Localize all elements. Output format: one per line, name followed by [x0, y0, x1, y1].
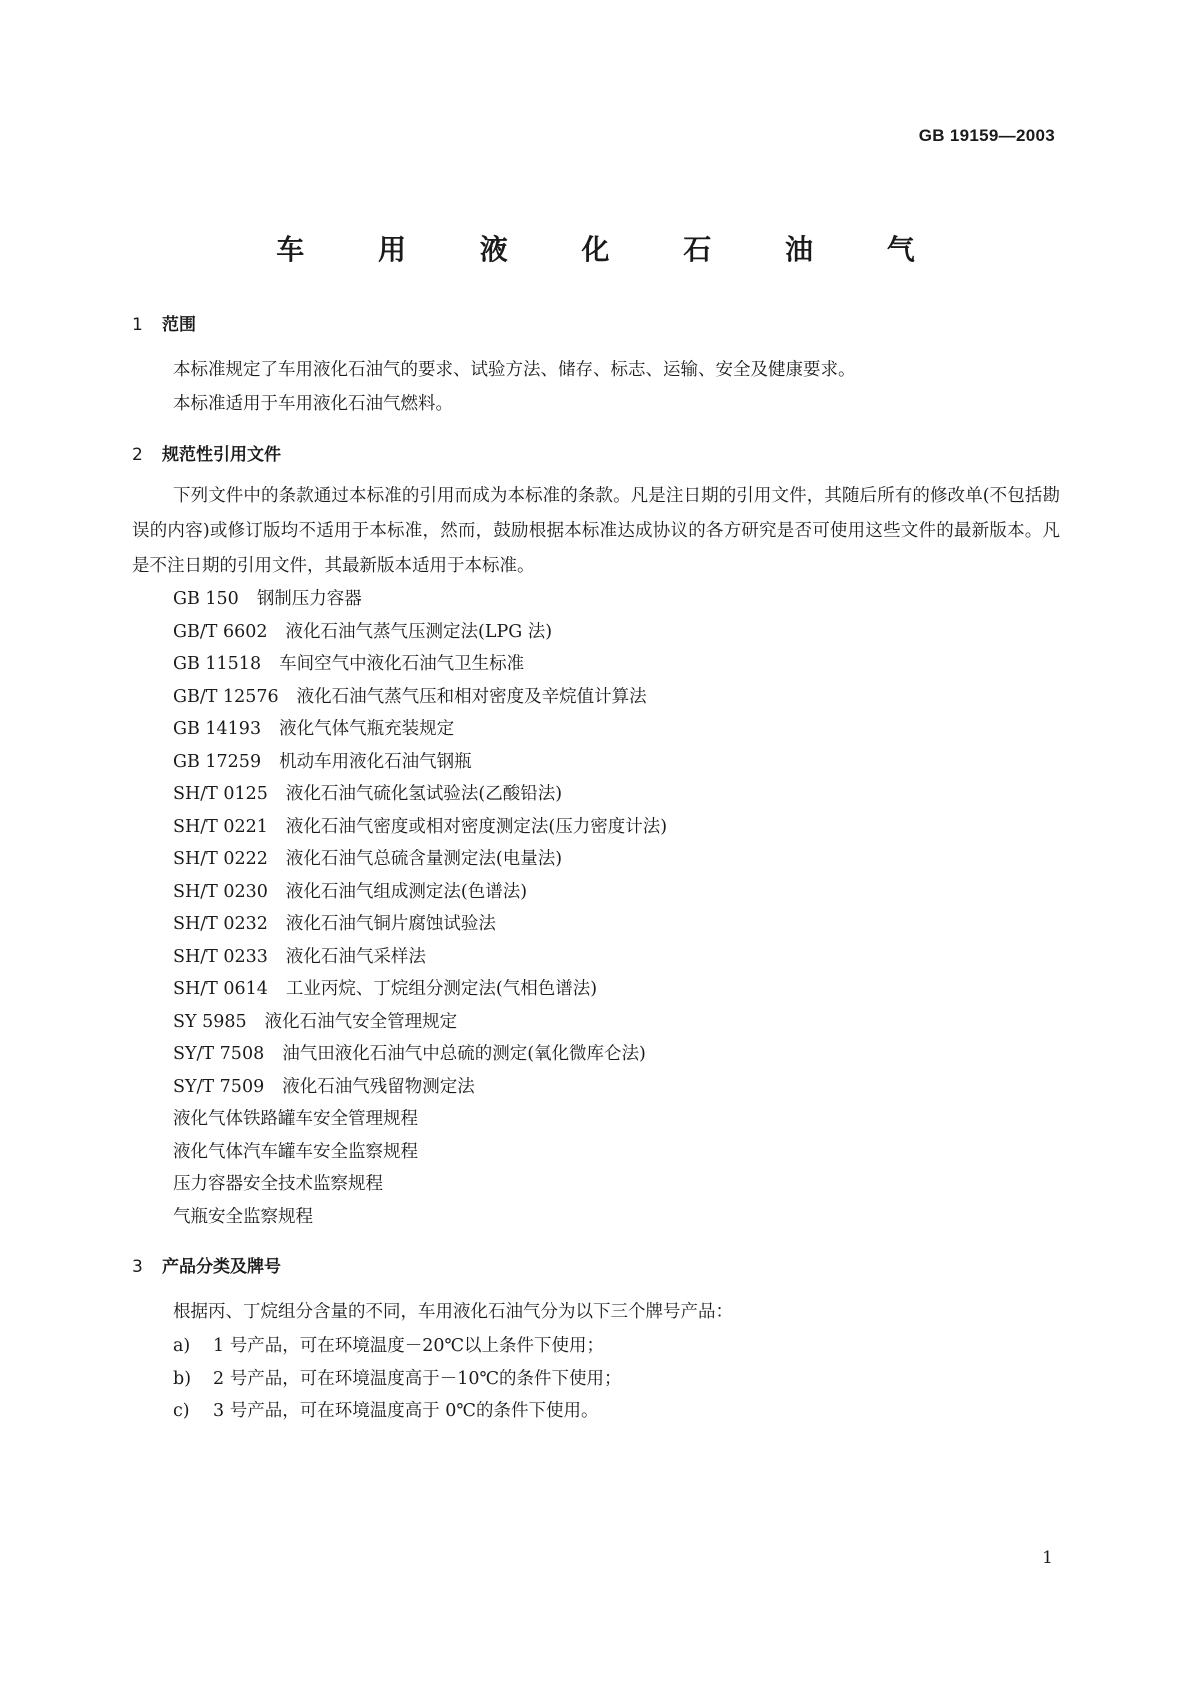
reference-code: SY 5985 — [173, 1012, 247, 1032]
list-marker: a) — [173, 1336, 191, 1356]
reference-name: 油气田液化石油气中总硫的测定(氧化微库仑法) — [282, 1044, 646, 1064]
list-marker: c) — [173, 1401, 190, 1421]
scope-paragraph-2: 本标准适用于车用液化石油气燃料。 — [173, 394, 453, 414]
reference-item — [173, 748, 472, 773]
reference-name: 钢制压力容器 — [256, 589, 362, 609]
reference-name: 液化石油气安全管理规定 — [264, 1012, 458, 1032]
reference-item — [173, 975, 597, 1000]
reference-code: SH/T 0125 — [173, 784, 268, 804]
reference-name: 液化石油气硫化氢试验法(乙酸铅法) — [285, 784, 563, 804]
reference-name: 液化石油气蒸气压测定法(LPG 法) — [285, 622, 553, 642]
reference-name: 液化石油气密度或相对密度测定法(压力密度计法) — [285, 817, 668, 837]
list-text: 2 号产品，可在环境温度高于－10℃的条件下使用； — [213, 1369, 622, 1389]
reference-name: 液化石油气组成测定法(色谱法) — [285, 882, 528, 902]
reference-code: SH/T 0614 — [173, 979, 268, 999]
reference-item — [173, 1138, 418, 1163]
reference-item — [173, 1040, 646, 1065]
standard-code: GB 19159—2003 — [918, 126, 1055, 145]
reference-item — [173, 910, 496, 935]
reference-name: 工业丙烷、丁烷组分测定法(气相色谱法) — [285, 979, 598, 999]
section-title: 范围 — [162, 315, 196, 335]
reference-code: GB 17259 — [173, 752, 262, 772]
document-title: 车 用 液 化 石 油 气 — [276, 233, 947, 266]
reference-item — [173, 1105, 418, 1130]
reference-item — [173, 585, 362, 610]
list-text: 3 号产品，可在环境温度高于 0℃的条件下使用。 — [213, 1401, 599, 1421]
reference-item — [173, 1008, 457, 1033]
list-item — [173, 1332, 604, 1357]
reference-name: 液化气体汽车罐车安全监察规程 — [173, 1142, 418, 1162]
reference-item — [173, 618, 552, 643]
reference-item — [173, 650, 524, 675]
reference-item — [173, 715, 454, 740]
reference-name: 气瓶安全监察规程 — [173, 1207, 313, 1227]
section-number: 2 — [132, 445, 143, 465]
reference-code: GB/T 12576 — [173, 687, 279, 707]
reference-item — [173, 683, 647, 708]
reference-name: 液化气体铁路罐车安全管理规程 — [173, 1109, 418, 1129]
reference-code: GB/T 6602 — [173, 622, 268, 642]
list-marker: b) — [173, 1369, 192, 1389]
reference-code: SY/T 7509 — [173, 1077, 265, 1097]
reference-name: 液化石油气蒸气压和相对密度及辛烷值计算法 — [296, 687, 647, 707]
page-number: 1 — [1042, 1548, 1053, 1568]
reference-code: SH/T 0221 — [173, 817, 268, 837]
section-heading-normative-refs — [132, 440, 281, 465]
reference-name: 机动车用液化石油气钢瓶 — [279, 752, 472, 772]
section-title: 产品分类及牌号 — [162, 1257, 281, 1277]
list-text: 1 号产品，可在环境温度－20℃以上条件下使用； — [213, 1336, 605, 1356]
section-heading-scope — [132, 310, 196, 335]
reference-name: 液化石油气残留物测定法 — [282, 1077, 475, 1097]
section-heading-classification — [132, 1252, 281, 1277]
reference-item — [173, 943, 426, 968]
reference-code: GB 150 — [173, 589, 239, 609]
list-item — [173, 1397, 598, 1422]
reference-code: GB 14193 — [173, 719, 262, 739]
reference-item — [173, 1170, 383, 1195]
scope-paragraph-1: 本标准规定了车用液化石油气的要求、试验方法、储存、标志、运输、安全及健康要求。 — [173, 360, 856, 380]
reference-name: 液化石油气采样法 — [285, 947, 426, 967]
reference-item — [173, 1203, 313, 1228]
reference-code: SH/T 0233 — [173, 947, 268, 967]
section-number: 3 — [132, 1257, 143, 1277]
reference-code: SH/T 0230 — [173, 882, 268, 902]
reference-name: 车间空气中液化石油气卫生标准 — [279, 654, 525, 674]
classification-intro: 根据丙、丁烷组分含量的不同，车用液化石油气分为以下三个牌号产品： — [173, 1302, 733, 1322]
reference-code: SH/T 0232 — [173, 914, 268, 934]
reference-code: SH/T 0222 — [173, 849, 268, 869]
reference-name: 压力容器安全技术监察规程 — [173, 1174, 383, 1194]
reference-item — [173, 780, 562, 805]
reference-code: SY/T 7508 — [173, 1044, 265, 1064]
reference-name: 液化石油气铜片腐蚀试验法 — [285, 914, 496, 934]
reference-item — [173, 878, 527, 903]
section-title: 规范性引用文件 — [162, 445, 281, 465]
reference-item — [173, 1073, 475, 1098]
reference-name: 液化石油气总硫含量测定法(电量法) — [285, 849, 563, 869]
list-item — [173, 1365, 622, 1390]
section-number: 1 — [132, 315, 143, 335]
reference-item — [173, 845, 562, 870]
reference-name: 液化气体气瓶充装规定 — [279, 719, 455, 739]
reference-code: GB 11518 — [173, 654, 262, 674]
reference-item — [173, 813, 667, 838]
normative-refs-intro: 下列文件中的条款通过本标准的引用而成为本标准的条款。凡是注日期的引用文件，其随后所有的修改单(不包括勘误的内容)或修订版均不适用于本标准，然而，鼓励根据本标准达成协议的各方研究是否可使用这些文件的最新版本。凡是不注日期的引用文件，其最新版本适用于本标准。 — [132, 486, 1060, 576]
